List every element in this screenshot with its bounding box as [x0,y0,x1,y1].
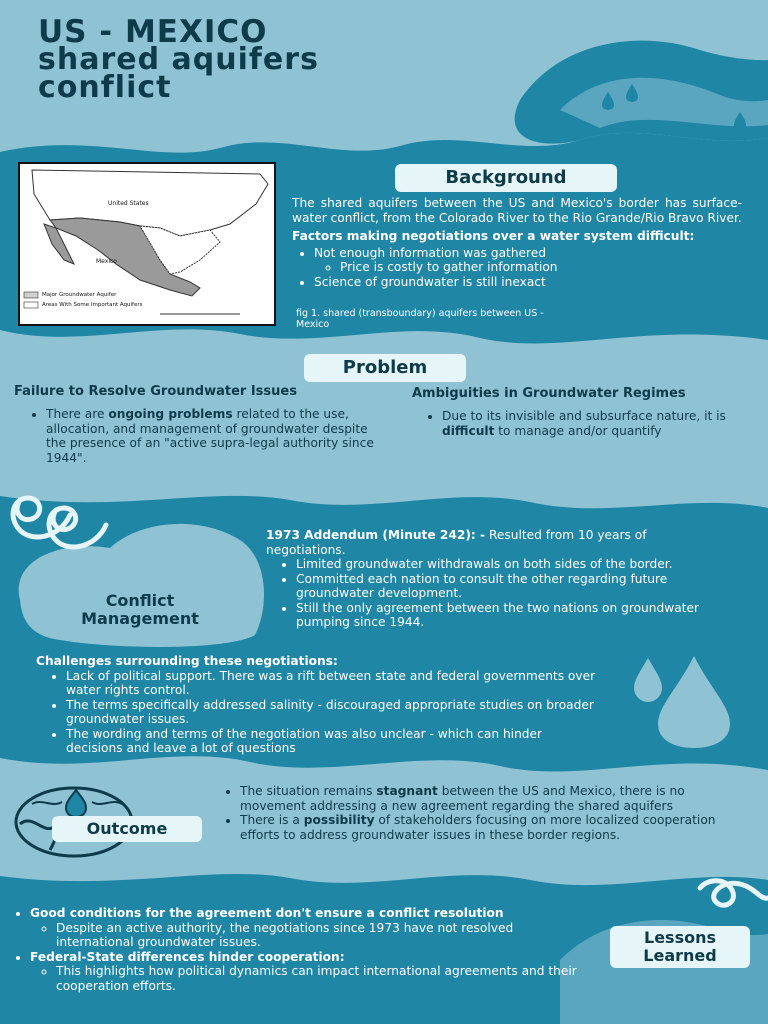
problem-heading: Problem [304,354,466,382]
problem-right-heading: Ambiguities in Groundwater Regimes [412,386,686,401]
problem-right [412,386,752,438]
map-graphic [20,164,274,324]
outcome-heading: Outcome [52,816,202,842]
background-intro: The shared aquifers between the US and Mexico's border has surface-water conflict, from the Colorado River to the Rio Grande/Rio Bravo River. [292,196,742,225]
page-title [38,14,598,105]
challenges-section [36,654,596,756]
problem-left-item: • There are ongoing problems related to the use, allocation, and management of groundwater despite the presence of an "active supra-legal authority since 1944". [46,407,374,465]
map-label-us: United States [108,200,149,207]
factors-heading: Factors making negotiations over a water system difficult: [292,229,695,243]
problem-left-heading: Failure to Resolve Groundwater Issues [14,384,297,399]
lesson-sub-item: ◦ Despite an active authority, the negotiations since 1973 have not resolved international groundwater issues. [56,921,580,950]
map-legend1: Major Groundwater Aquifer [42,292,117,298]
challenges-heading: Challenges surrounding these negotiations: [36,654,338,668]
addendum-text: 1973 Addendum (Minute 242): - Resulted from 10 years of negotiations. [266,528,647,557]
lesson-item: • Federal-State differences hinder cooperation: ◦ This highlights how political dynamics can impact international agreements and their cooperation efforts. [30,950,580,994]
lesson-item: • Good conditions for the agreement don't ensure a conflict resolution ◦ Despite an active authority, the negotiations since 1973 have not resolved international groundwater issues. [30,906,580,950]
challenge-item: • Lack of political support. There was a rift between state and federal governments over water rights control. [66,669,596,698]
addendum-section [266,528,716,630]
addendum-item: • Still the only agreement between the two nations on groundwater pumping since 1944. [296,601,716,630]
outcome-item: • There is a possibility of stakeholders focusing on more localized cooperation efforts to address groundwater issues in these border regions. [240,813,754,842]
map-legend2: Areas With Some Important Aquifers [42,302,143,308]
problem-right-item: • Due to its invisible and subsurface nature, it is difficult to manage and/or quantify [442,409,732,438]
title-line2: shared aquifers [38,42,319,77]
factor-item: • Science of groundwater is still inexact [314,275,742,290]
challenge-item: • The terms specifically addressed salinity - discouraged appropriate studies on broader groundwater issues. [66,698,596,727]
background-heading: Background [395,164,617,192]
factor-item: • Not enough information was gathered ◦ Price is costly to gather information [314,246,742,275]
lessons-heading: Lessons Learned [610,926,750,968]
factor-sub-item: ◦ Price is costly to gather information [340,260,742,275]
lesson-sub-item: ◦ This highlights how political dynamics can impact international agreements and their cooperation efforts. [56,964,580,993]
conflict-heading: Conflict Management [81,591,199,628]
lessons-section [10,906,580,993]
map-caption: fig 1. shared (transboundary) aquifers between US - Mexico [296,308,544,330]
problem-left [14,384,394,465]
title-line3: conflict [38,70,172,105]
factors-list [292,246,742,290]
title-line1: US - MEXICO [38,14,268,50]
map-label-mexico: Mexico [96,258,117,265]
outcome-section [226,784,754,842]
addendum-item: • Committed each nation to consult the other regarding future groundwater development. [296,572,716,601]
challenge-item: • The wording and terms of the negotiation was also unclear - which can hinder decisions and leave a lot of questions [66,727,596,756]
addendum-item: • Limited groundwater withdrawals on both sides of the border. [296,557,716,572]
background-section [292,196,742,289]
outcome-item: • The situation remains stagnant between the US and Mexico, there is no movement addressing a new agreement regarding the shared aquifers [240,784,754,813]
aquifer-map [18,162,276,326]
